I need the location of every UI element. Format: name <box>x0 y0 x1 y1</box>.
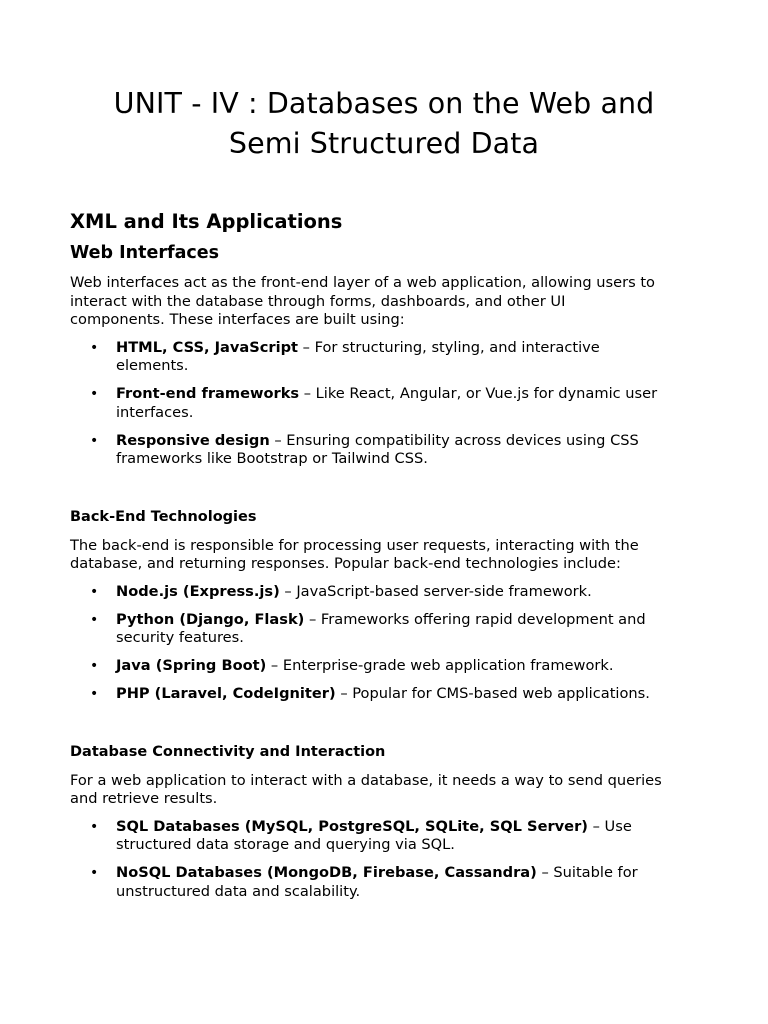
paragraph-line: interact with the database through forms, dashboards, and other UI <box>70 292 566 310</box>
list-item <box>70 685 698 704</box>
list-item-text: – Popular for CMS-based web applications. <box>335 685 650 702</box>
list-item <box>70 818 698 855</box>
list-item-text: – JavaScript-based server-side framework. <box>279 582 592 600</box>
list-item-text: – Suitable for <box>536 864 638 881</box>
paragraph-line: Web interfaces act as the front-end layer of a web application, allowing users to <box>70 274 655 291</box>
list-item-text: – Ensuring compatibility across devices using CSS <box>269 431 639 449</box>
page-title <box>70 84 698 164</box>
list-item-text: interfaces. <box>116 403 194 421</box>
bullet-icon: • <box>90 686 99 702</box>
bullet-icon: • <box>90 658 99 674</box>
bullet-icon: • <box>90 432 99 449</box>
list-item <box>70 432 698 469</box>
list-item-term: Java (Spring Boot) <box>116 657 267 674</box>
list-item-term: Responsive design <box>116 431 270 449</box>
list-item-term: Front-end frameworks <box>116 385 300 402</box>
list-item <box>70 385 698 422</box>
back-end-list <box>70 583 698 704</box>
list-item <box>70 864 698 901</box>
list-item-term: Python (Django, Flask) <box>116 610 305 628</box>
list-item-term: SQL Databases (MySQL, PostgreSQL, SQLite, SQL Server) <box>116 817 588 835</box>
paragraph-line: and retrieve results. <box>70 790 218 807</box>
bullet-icon: • <box>90 583 99 600</box>
list-item-text: security features. <box>116 629 244 646</box>
page-title-line-2: Semi Structured Data <box>228 127 540 160</box>
bullet-icon: • <box>90 386 99 402</box>
web-interfaces-intro <box>70 274 698 330</box>
list-item-text: structured data storage and querying via SQL. <box>116 836 455 853</box>
list-item-term: PHP (Laravel, CodeIgniter) <box>116 685 336 702</box>
list-item-text: – Frameworks offering rapid development and <box>304 610 646 628</box>
list-item-term: Node.js (Express.js) <box>116 582 280 600</box>
bullet-icon: • <box>90 818 99 835</box>
list-item-term: HTML, CSS, JavaScript <box>116 338 299 356</box>
list-item-text: frameworks like Bootstrap or Tailwind CSS. <box>116 450 428 467</box>
subsection-heading-db-connectivity: Database Connectivity and Interaction <box>70 743 386 760</box>
paragraph-line: The back-end is responsible for processing user requests, interacting with the <box>70 536 639 554</box>
bullet-icon: • <box>90 611 99 628</box>
subsection-heading-back-end: Back-End Technologies <box>70 508 257 525</box>
db-connectivity-list <box>70 818 698 902</box>
list-item-text: unstructured data and scalability. <box>116 882 361 900</box>
list-item <box>70 611 698 648</box>
paragraph-line: components. These interfaces are built using: <box>70 311 405 328</box>
list-item <box>70 583 698 602</box>
list-item-term: NoSQL Databases (MongoDB, Firebase, Cassandra) <box>116 864 537 881</box>
subsection-heading-web-interfaces: Web Interfaces <box>70 243 220 263</box>
paragraph-line: For a web application to interact with a database, it needs a way to send queries <box>70 771 662 789</box>
list-item-text: – For structuring, styling, and interactive <box>298 338 600 356</box>
list-item-text: – Use <box>587 817 632 835</box>
bullet-icon: • <box>90 339 99 356</box>
list-item-text: elements. <box>116 357 189 374</box>
paragraph-line: database, and returning responses. Popular back-end technologies include: <box>70 555 621 572</box>
section-heading-xml: XML and Its Applications <box>70 210 343 233</box>
db-connectivity-intro <box>70 772 698 809</box>
page-title-line-1: UNIT - IV : Databases on the Web and <box>113 87 655 120</box>
list-item-text: – Enterprise-grade web application framework. <box>266 657 614 674</box>
bullet-icon: • <box>90 865 99 881</box>
list-item-text: – Like React, Angular, or Vue.js for dynamic user <box>299 385 658 402</box>
web-interfaces-list <box>70 339 698 469</box>
list-item <box>70 657 698 676</box>
back-end-intro <box>70 537 698 574</box>
list-item <box>70 339 698 376</box>
